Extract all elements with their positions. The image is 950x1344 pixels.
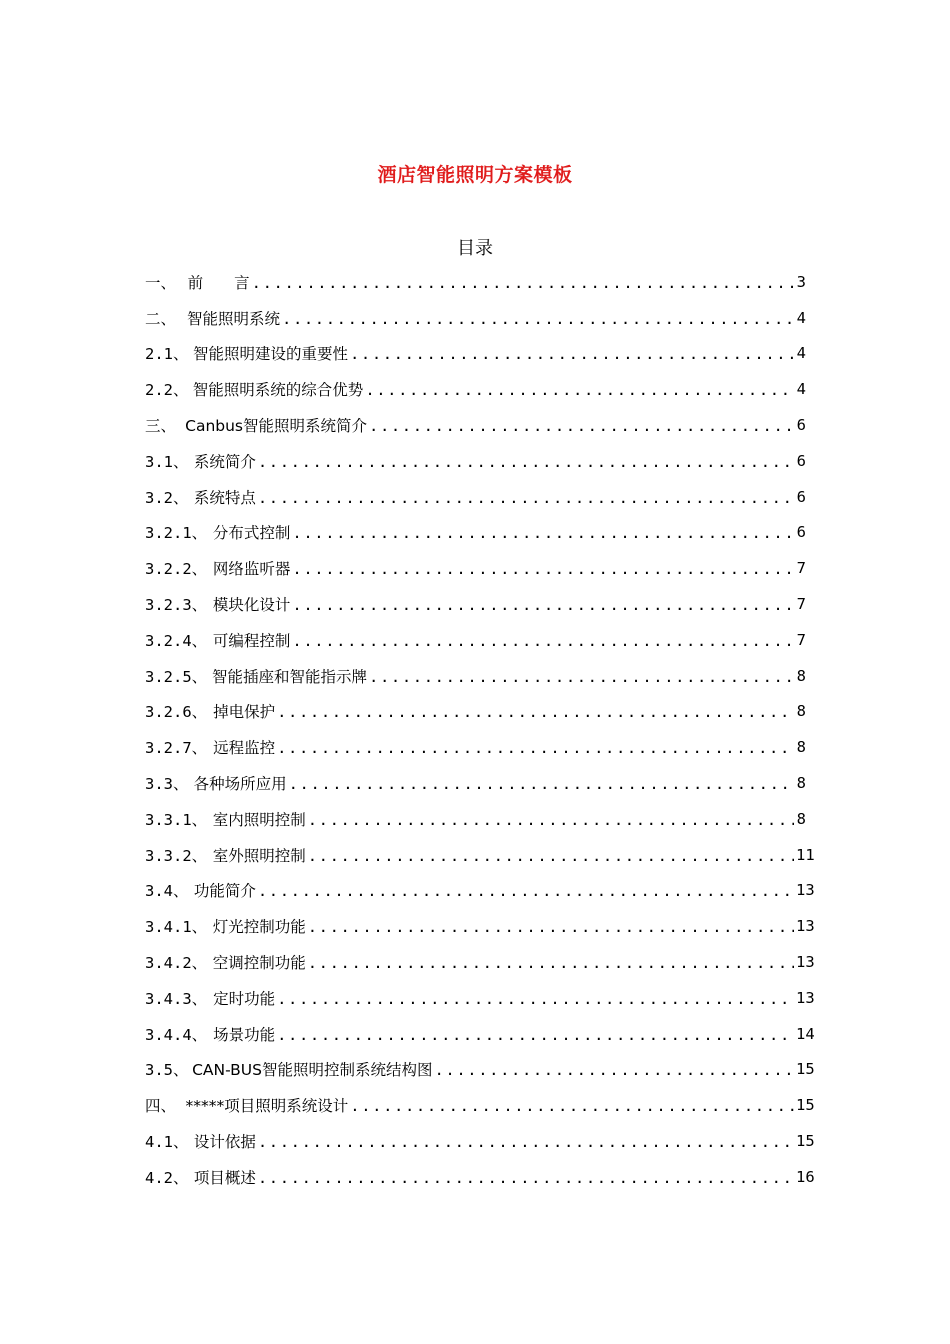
toc-entry-page: 7 (796, 559, 806, 578)
toc-entry-number: 三、 (145, 417, 177, 436)
toc-entry-number: 3.2.6、 (145, 703, 208, 722)
toc-dot-leader (308, 918, 794, 936)
toc-entry-number: 3.2.4、 (145, 631, 208, 650)
toc-entry-number: 3.2.3、 (145, 596, 208, 615)
toc-entry[interactable] (145, 515, 806, 551)
toc-dot-leader (258, 453, 794, 471)
toc-entry-title: 灯光控制功能 (212, 918, 306, 937)
toc-entry-title: 设计依据 (193, 1133, 256, 1152)
toc-entry-title: 室内照明控制 (212, 810, 306, 829)
toc-entry[interactable] (145, 336, 806, 372)
toc-entry-title: 智能照明建设的重要性 (192, 345, 348, 364)
toc-entry-number: 2.2、 (145, 381, 189, 400)
toc-entry[interactable] (145, 837, 815, 873)
toc-entry-page: 15 (796, 1132, 815, 1151)
toc-entry-title: 场景功能 (213, 1025, 276, 1044)
toc-entry[interactable] (145, 980, 815, 1016)
toc-entry-page: 8 (796, 738, 806, 757)
toc-entry[interactable] (145, 1123, 815, 1159)
toc-entry-title: 模块化设计 (212, 596, 291, 615)
toc-entry[interactable] (145, 407, 806, 443)
toc-entry-number: 3.3.1、 (145, 810, 208, 829)
toc-entry-page: 16 (796, 1167, 815, 1186)
toc-entry-number: 3.4.1、 (145, 918, 208, 937)
toc-entry[interactable] (145, 479, 806, 515)
toc-dot-leader (365, 381, 794, 399)
toc-entry-title: 网络监听器 (212, 560, 291, 579)
toc-dot-leader (277, 990, 794, 1008)
toc-entry[interactable] (145, 550, 806, 586)
toc-entry-title: 智能照明系统 (187, 309, 281, 328)
toc-dot-leader (277, 1026, 794, 1044)
toc-dot-leader (282, 310, 794, 328)
toc-entry-title: 智能插座和智能指示牌 (212, 667, 368, 686)
toc-entry[interactable] (145, 443, 806, 479)
toc-entry[interactable] (145, 873, 815, 909)
toc-entry-title: 可编程控制 (212, 631, 291, 650)
toc-dot-leader (289, 775, 794, 793)
toc-entry-page: 4 (796, 380, 806, 399)
toc-dot-leader (258, 1169, 794, 1187)
toc-dot-leader (277, 703, 794, 721)
toc-entry[interactable] (145, 944, 815, 980)
toc-entry-number: 3.2.2、 (145, 560, 208, 579)
toc-entry-title: 掉电保护 (213, 703, 276, 722)
toc-entry[interactable] (145, 801, 806, 837)
toc-dot-leader (369, 417, 794, 435)
toc-entry[interactable] (145, 658, 806, 694)
toc-dot-leader (308, 847, 794, 865)
toc-entry[interactable] (145, 1016, 815, 1052)
toc-entry-number: 3.3.2、 (145, 846, 208, 865)
toc-entry-title: 智能照明系统的综合优势 (192, 381, 364, 400)
toc-entry-title: 空调控制功能 (212, 954, 306, 973)
toc-entry-page: 13 (796, 953, 815, 972)
toc-entry-title: 功能简介 (193, 882, 256, 901)
toc-entry[interactable] (145, 264, 806, 300)
table-of-contents (145, 264, 815, 1195)
toc-entry-page: 13 (796, 917, 815, 936)
toc-entry[interactable] (145, 622, 806, 658)
toc-entry-page: 11 (796, 845, 815, 864)
toc-entry-page: 4 (796, 308, 806, 327)
toc-entry-page: 13 (796, 988, 815, 1007)
toc-entry[interactable] (145, 1087, 815, 1123)
toc-entry[interactable] (145, 694, 806, 730)
toc-dot-leader (252, 274, 794, 292)
toc-entry[interactable] (145, 300, 806, 336)
toc-entry[interactable] (145, 1159, 815, 1195)
toc-dot-leader (277, 739, 794, 757)
toc-entry-title: 项目概述 (193, 1168, 256, 1187)
toc-entry-number: 4.2、 (145, 1168, 189, 1187)
toc-entry-number: 3.4.3、 (145, 989, 208, 1008)
toc-entry-page: 7 (796, 630, 806, 649)
toc-entry-page: 6 (796, 451, 806, 470)
toc-entry[interactable] (145, 586, 806, 622)
toc-entry-page: 13 (796, 881, 815, 900)
toc-entry-page: 3 (796, 272, 806, 291)
toc-entry[interactable] (145, 908, 815, 944)
toc-entry-page: 6 (796, 487, 806, 506)
toc-entry-page: 8 (796, 774, 806, 793)
toc-entry-page: 14 (796, 1024, 815, 1043)
toc-entry-number: 二、 (145, 309, 177, 328)
toc-entry-number: 4.1、 (145, 1133, 189, 1152)
toc-entry-number: 四、 (145, 1097, 177, 1116)
toc-entry-number: 3.4.4、 (145, 1025, 208, 1044)
toc-entry-title: Canbus智能照明系统简介 (185, 417, 368, 436)
toc-entry-page: 6 (796, 523, 806, 542)
toc-entry-title: 远程监控 (213, 739, 276, 758)
toc-dot-leader (350, 345, 794, 363)
toc-entry-number: 3.4、 (145, 882, 189, 901)
toc-entry-page: 8 (796, 809, 806, 828)
toc-entry-number: 2.1、 (145, 345, 189, 364)
toc-entry[interactable] (145, 765, 806, 801)
toc-entry-number: 3.2.5、 (145, 667, 208, 686)
toc-dot-leader (258, 1133, 794, 1151)
toc-entry-title: 分布式控制 (212, 524, 291, 543)
toc-entry-number: 3.1、 (145, 452, 189, 471)
toc-entry-title: 前 言 (187, 273, 250, 292)
toc-heading: 目录 (457, 238, 493, 259)
toc-dot-leader (434, 1061, 794, 1079)
toc-entry-title: 系统特点 (193, 488, 256, 507)
toc-entry-title: 定时功能 (213, 989, 276, 1008)
toc-dot-leader (258, 489, 794, 507)
toc-entry-number: 3.2.7、 (145, 739, 208, 758)
toc-entry-number: 一、 (145, 273, 177, 292)
toc-dot-leader (350, 1097, 794, 1115)
toc-entry-page: 8 (796, 702, 806, 721)
toc-entry-title: CAN-BUS智能照明控制系统结构图 (192, 1061, 433, 1080)
toc-dot-leader (292, 632, 794, 650)
toc-dot-leader (292, 524, 794, 542)
toc-entry[interactable] (145, 1052, 815, 1088)
toc-dot-leader (258, 882, 794, 900)
toc-entry-page: 7 (796, 595, 806, 614)
toc-entry-title: 系统简介 (193, 452, 256, 471)
toc-dot-leader (369, 668, 794, 686)
toc-entry-page: 15 (796, 1096, 815, 1115)
toc-entry-title: 室外照明控制 (212, 846, 306, 865)
toc-entry[interactable] (145, 371, 806, 407)
toc-entry-number: 3.2、 (145, 488, 189, 507)
toc-entry-number: 3.5、 (145, 1061, 189, 1080)
toc-dot-leader (292, 596, 794, 614)
toc-entry-page: 15 (796, 1060, 815, 1079)
toc-entry-title: 各种场所应用 (193, 775, 287, 794)
toc-entry-number: 3.2.1、 (145, 524, 208, 543)
toc-entry-number: 3.4.2、 (145, 954, 208, 973)
toc-entry-page: 6 (796, 416, 806, 435)
toc-dot-leader (292, 560, 794, 578)
toc-entry-page: 8 (796, 666, 806, 685)
toc-entry-title: *****项目照明系统设计 (185, 1097, 349, 1116)
toc-dot-leader (308, 811, 794, 829)
toc-entry[interactable] (145, 729, 806, 765)
toc-dot-leader (308, 954, 794, 972)
toc-entry-page: 4 (796, 344, 806, 363)
document-title: 酒店智能照明方案模板 (377, 164, 573, 186)
toc-entry-number: 3.3、 (145, 775, 189, 794)
